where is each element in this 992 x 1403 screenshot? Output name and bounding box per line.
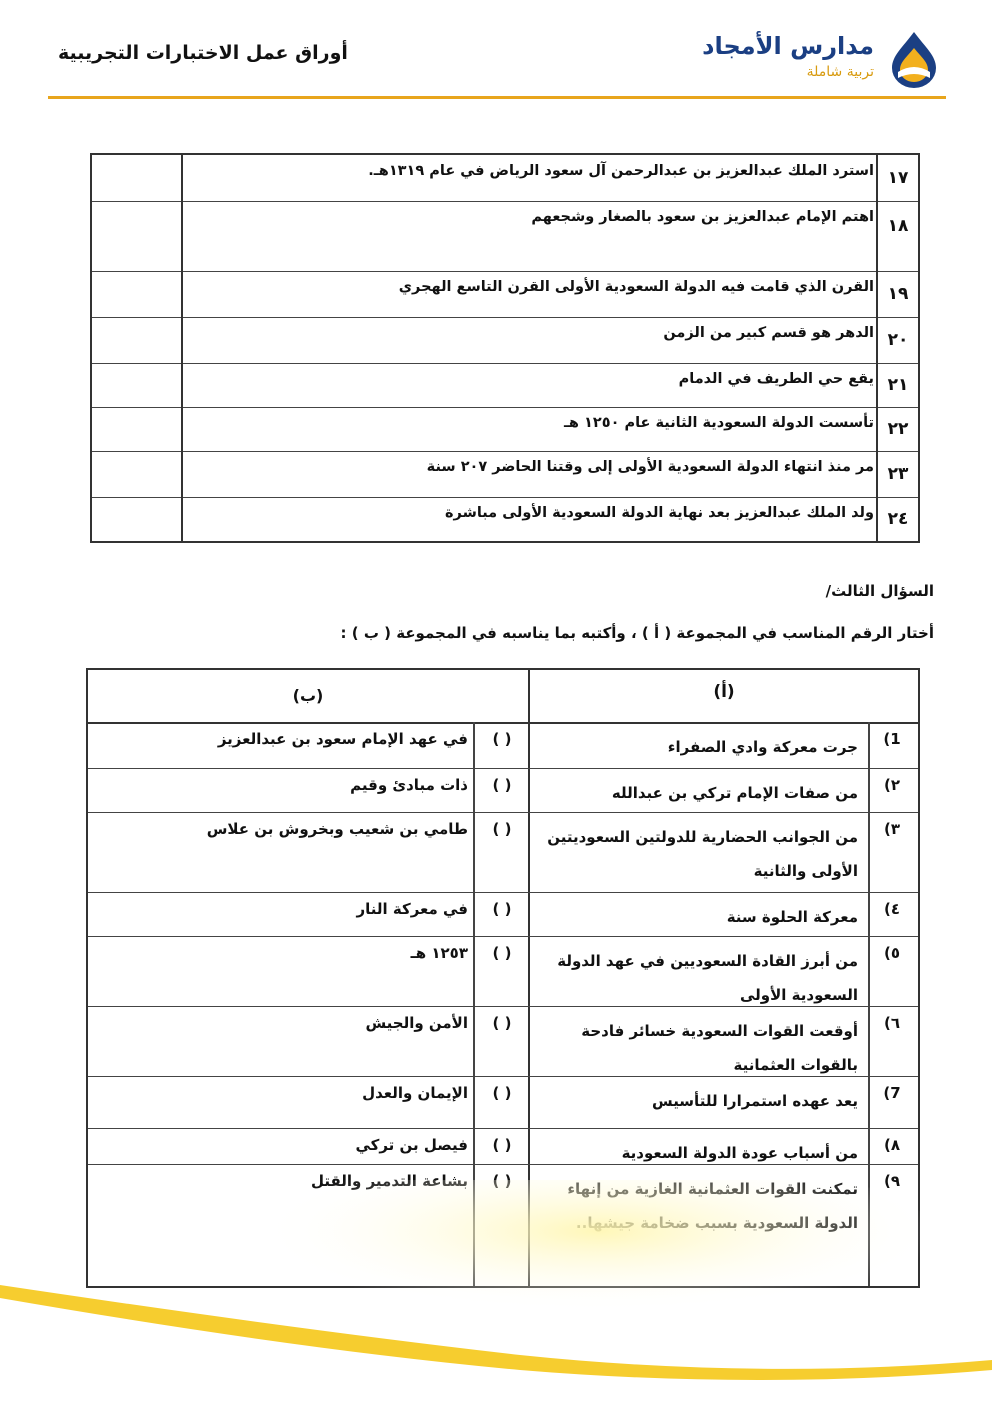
row-statement: مر منذ انتهاء الدولة السعودية الأولى إلى وقتنا الحاضر ٢٠٧ سنة (426, 459, 874, 475)
true-false-table (90, 153, 920, 543)
table-row (92, 201, 918, 272)
answer-blank[interactable]: ( ) (492, 1084, 512, 1102)
row-statement: استرد الملك عبدالعزيز بن عبدالرحمن آل سعود الرياض في عام ١٣١٩هـ. (368, 163, 874, 179)
answer-blank[interactable]: ( ) (492, 944, 512, 962)
table-row (92, 317, 918, 364)
table-row (92, 155, 918, 202)
row-number: ٢) (883, 776, 900, 794)
header-divider (48, 96, 946, 99)
table-row (88, 892, 918, 937)
group-b-item: الأمن والجيش (365, 1014, 468, 1032)
matching-table-header (88, 670, 918, 724)
row-statement: اهتم الإمام عبدالعزيز بن سعود بالصغار وشجعهم (531, 209, 874, 225)
table-row (92, 497, 918, 541)
group-b-item: في معركة النار (356, 900, 468, 918)
row-number: ٢٣ (876, 451, 918, 497)
answer-cell[interactable] (92, 317, 183, 363)
answer-blank[interactable]: ( ) (492, 900, 512, 918)
row-number: ٤) (883, 900, 900, 918)
answer-cell[interactable] (92, 497, 183, 541)
answer-blank[interactable]: ( ) (492, 820, 512, 838)
group-b-item: الإيمان والعدل (362, 1084, 468, 1102)
logo-name: مدارس الأمجاد (702, 32, 874, 60)
answer-cell[interactable] (92, 155, 183, 201)
page-header (0, 0, 992, 100)
answer-cell[interactable] (92, 363, 183, 407)
group-b-item: طامي بن شعيب وبخروش بن علاس (206, 820, 468, 838)
row-statement: ولد الملك عبدالعزيز بعد نهاية الدولة السعودية الأولى مباشرة (444, 505, 874, 521)
answer-blank[interactable]: ( ) (492, 776, 512, 794)
decorative-swoosh (0, 1180, 992, 1403)
question-3-instruction: أختار الرقم المناسب في المجموعة ( أ ) ، وأكتبه بما يناسبه في المجموعة ( ب ) : (340, 624, 934, 642)
row-number: 1) (883, 730, 901, 748)
row-number: ١٩ (876, 271, 918, 317)
page-title: أوراق عمل الاختبارات التجريبية (58, 42, 348, 64)
group-b-item: ١٢٥٣ هـ (410, 944, 468, 962)
row-statement: يقع حي الطريف في الدمام (678, 371, 874, 387)
group-a-item: معركة الحلوة سنة (726, 908, 858, 926)
table-row (88, 1128, 918, 1165)
table-row (88, 1076, 918, 1129)
row-number: ٢١ (876, 363, 918, 407)
table-row (92, 407, 918, 452)
group-b-item: ذات مبادئ وقيم (350, 776, 468, 794)
answer-blank[interactable]: ( ) (492, 730, 512, 748)
table-row (92, 451, 918, 498)
row-number: ٨) (883, 1136, 900, 1154)
answer-cell[interactable] (92, 451, 183, 497)
row-statement: تأسست الدولة السعودية الثانية عام ١٢٥٠ هـ (563, 415, 874, 431)
table-row (92, 363, 918, 408)
group-a-item: يعد عهده استمرارا للتأسيس (651, 1092, 858, 1110)
answer-cell[interactable] (92, 271, 183, 317)
row-number: ١٧ (876, 155, 918, 201)
answer-cell[interactable] (92, 201, 183, 271)
group-b-item: فيصل بن تركي (355, 1136, 468, 1154)
school-logo (702, 28, 944, 88)
row-number: ٩) (883, 1172, 900, 1190)
group-a-item: من الجوانب الحضارية للدولتين السعوديتين الأولى والثانية (547, 828, 858, 880)
group-a-item: من صفات الإمام تركي بن عبدالله (611, 784, 858, 802)
row-number: ٢٠ (876, 317, 918, 363)
table-row (88, 722, 918, 769)
group-a-item: من أبرز القادة السعوديين في عهد الدولة السعودية الأولى (557, 952, 858, 1004)
answer-blank[interactable]: ( ) (492, 1136, 512, 1154)
table-row (88, 812, 918, 893)
row-number: ٢٤ (876, 497, 918, 541)
row-number: ٦) (883, 1014, 900, 1032)
group-b-header: (ب) (292, 686, 324, 705)
group-a-item: جرت معركة وادي الصفراء (667, 738, 858, 756)
group-a-item: أوقعت القوات السعودية خسائر فادحة بالقوات العثمانية (581, 1022, 858, 1074)
row-statement: القرن الذي قامت فيه الدولة السعودية الأولى القرن التاسع الهجري (398, 279, 874, 295)
group-b-item: في عهد الإمام سعود بن عبدالعزيز (217, 730, 468, 748)
row-number: 7) (883, 1084, 901, 1102)
row-statement: الدهر هو قسم كبير من الزمن (663, 325, 874, 341)
logo-tagline: تربية شاملة (806, 64, 874, 80)
table-row (88, 768, 918, 813)
answer-blank[interactable]: ( ) (492, 1014, 512, 1032)
row-number: ٢٢ (876, 407, 918, 451)
row-number: ١٨ (876, 201, 918, 271)
group-a-item: من أسباب عودة الدولة السعودية (621, 1144, 858, 1162)
answer-cell[interactable] (92, 407, 183, 451)
row-number: ٥) (883, 944, 900, 962)
row-number: ٣) (883, 820, 900, 838)
table-row (92, 271, 918, 318)
question-3-title: السؤال الثالث/ (825, 582, 934, 600)
table-row (88, 1006, 918, 1077)
logo-mark-icon (884, 28, 944, 88)
table-row (88, 936, 918, 1007)
group-a-header: (أ) (528, 670, 918, 722)
